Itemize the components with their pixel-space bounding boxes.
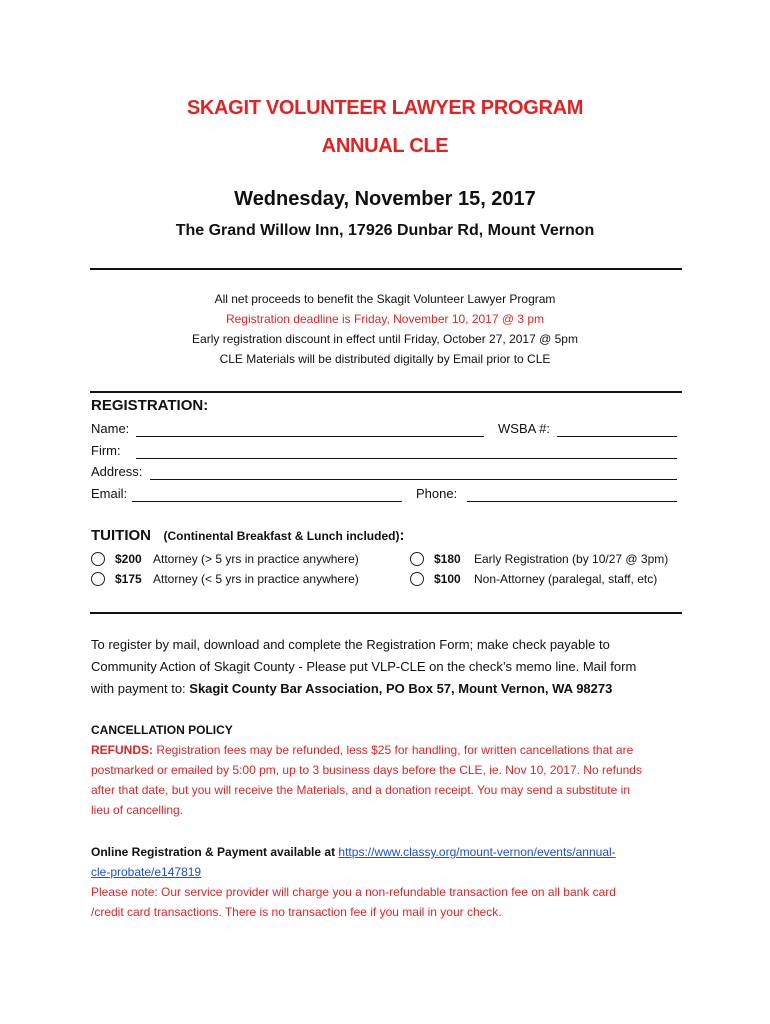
option-price: $175 [115, 572, 142, 586]
mail-instructions [91, 634, 681, 700]
divider [90, 268, 682, 270]
mail-line [91, 678, 681, 700]
mail-prefix: with payment to: [91, 681, 190, 696]
refund-line: lieu of cancelling. [91, 803, 184, 817]
online-line [91, 862, 691, 882]
mail-address: Skagit County Bar Association, PO Box 57, Mount Vernon, WA 98273 [189, 681, 613, 696]
refund-text: Registration fees may be refunded, less $25 for handling, for written cancellations that are [156, 743, 634, 757]
tuition-colon: : [399, 527, 405, 544]
refund-policy [91, 740, 691, 820]
email-field[interactable] [132, 501, 402, 502]
tuition-option[interactable] [91, 552, 359, 566]
address-field[interactable] [150, 479, 677, 480]
refund-line [91, 740, 691, 760]
address-label: Address: [91, 464, 143, 479]
option-price: $200 [115, 552, 142, 566]
firm-label: Firm: [91, 443, 121, 458]
tuition-option[interactable] [410, 572, 657, 586]
online-label: Online Registration & Payment available at [91, 845, 336, 859]
event-date: Wednesday, November 15, 2017 [234, 188, 536, 210]
tuition-subtitle: (Continental Breakfast & Lunch included) [163, 529, 400, 543]
info-early-discount: Early registration discount in effect until Friday, October 27, 2017 @ 5pm [192, 332, 578, 346]
name-label: Name: [91, 421, 130, 436]
info-deadline: Registration deadline is Friday, November 10, 2017 @ 3 pm [225, 312, 545, 326]
info-materials: CLE Materials will be distributed digitally by Email prior to CLE [219, 352, 551, 366]
radio-button[interactable] [91, 572, 105, 586]
radio-button[interactable] [91, 552, 105, 566]
phone-field[interactable] [467, 501, 677, 502]
divider [90, 391, 682, 393]
divider [90, 612, 682, 614]
online-line [91, 842, 691, 862]
radio-button[interactable] [410, 572, 424, 586]
option-description: Attorney (< 5 yrs in practice anywhere) [153, 572, 359, 586]
refunds-label: REFUNDS: [91, 743, 153, 757]
name-field[interactable] [136, 436, 484, 437]
registration-link[interactable]: https://www.classy.org/mount-vernon/events/annual- [338, 845, 616, 859]
title-line-2: ANNUAL CLE [321, 135, 449, 157]
phone-label: Phone: [416, 486, 458, 501]
mail-line: To register by mail, download and complete the Registration Form; make check payable to [91, 637, 610, 652]
tuition-option[interactable] [91, 572, 359, 586]
online-registration [91, 842, 691, 922]
tuition-option[interactable] [410, 552, 668, 566]
refund-line: after that date, but you will receive the Materials, and a donation receipt. You may send a substitute in [91, 783, 630, 797]
tuition-heading [91, 527, 404, 545]
email-label: Email: [91, 486, 128, 501]
wsba-label: WSBA #: [498, 421, 551, 436]
option-description: Early Registration (by 10/27 @ 3pm) [474, 552, 669, 566]
option-price: $100 [434, 572, 461, 586]
title-line-1: SKAGIT VOLUNTEER LAWYER PROGRAM [186, 97, 584, 119]
firm-field[interactable] [136, 458, 677, 459]
fee-note: /credit card transactions. There is no transaction fee if you mail in your check. [91, 905, 502, 919]
cancellation-heading: CANCELLATION POLICY [91, 723, 233, 737]
registration-heading: REGISTRATION: [91, 397, 209, 414]
tuition-title: TUITION [91, 527, 151, 544]
option-description: Non-Attorney (paralegal, staff, etc) [474, 572, 658, 586]
mail-line: Community Action of Skagit County - Please put VLP-CLE on the check’s memo line. Mail form [91, 659, 637, 674]
info-proceeds: All net proceeds to benefit the Skagit Volunteer Lawyer Program [214, 292, 556, 306]
registration-link[interactable]: cle-probate/e147819 [91, 865, 202, 879]
option-price: $180 [434, 552, 461, 566]
radio-button[interactable] [410, 552, 424, 566]
option-description: Attorney (> 5 yrs in practice anywhere) [153, 552, 359, 566]
fee-note: Please note: Our service provider will charge you a non-refundable transaction fee on all bank card [91, 885, 616, 899]
wsba-field[interactable] [557, 436, 677, 437]
refund-line: postmarked or emailed by 5:00 pm, up to 3 business days before the CLE, ie. Nov 10, 2017. No refunds [91, 763, 642, 777]
event-venue: The Grand Willow Inn, 17926 Dunbar Rd, Mount Vernon [175, 222, 595, 239]
